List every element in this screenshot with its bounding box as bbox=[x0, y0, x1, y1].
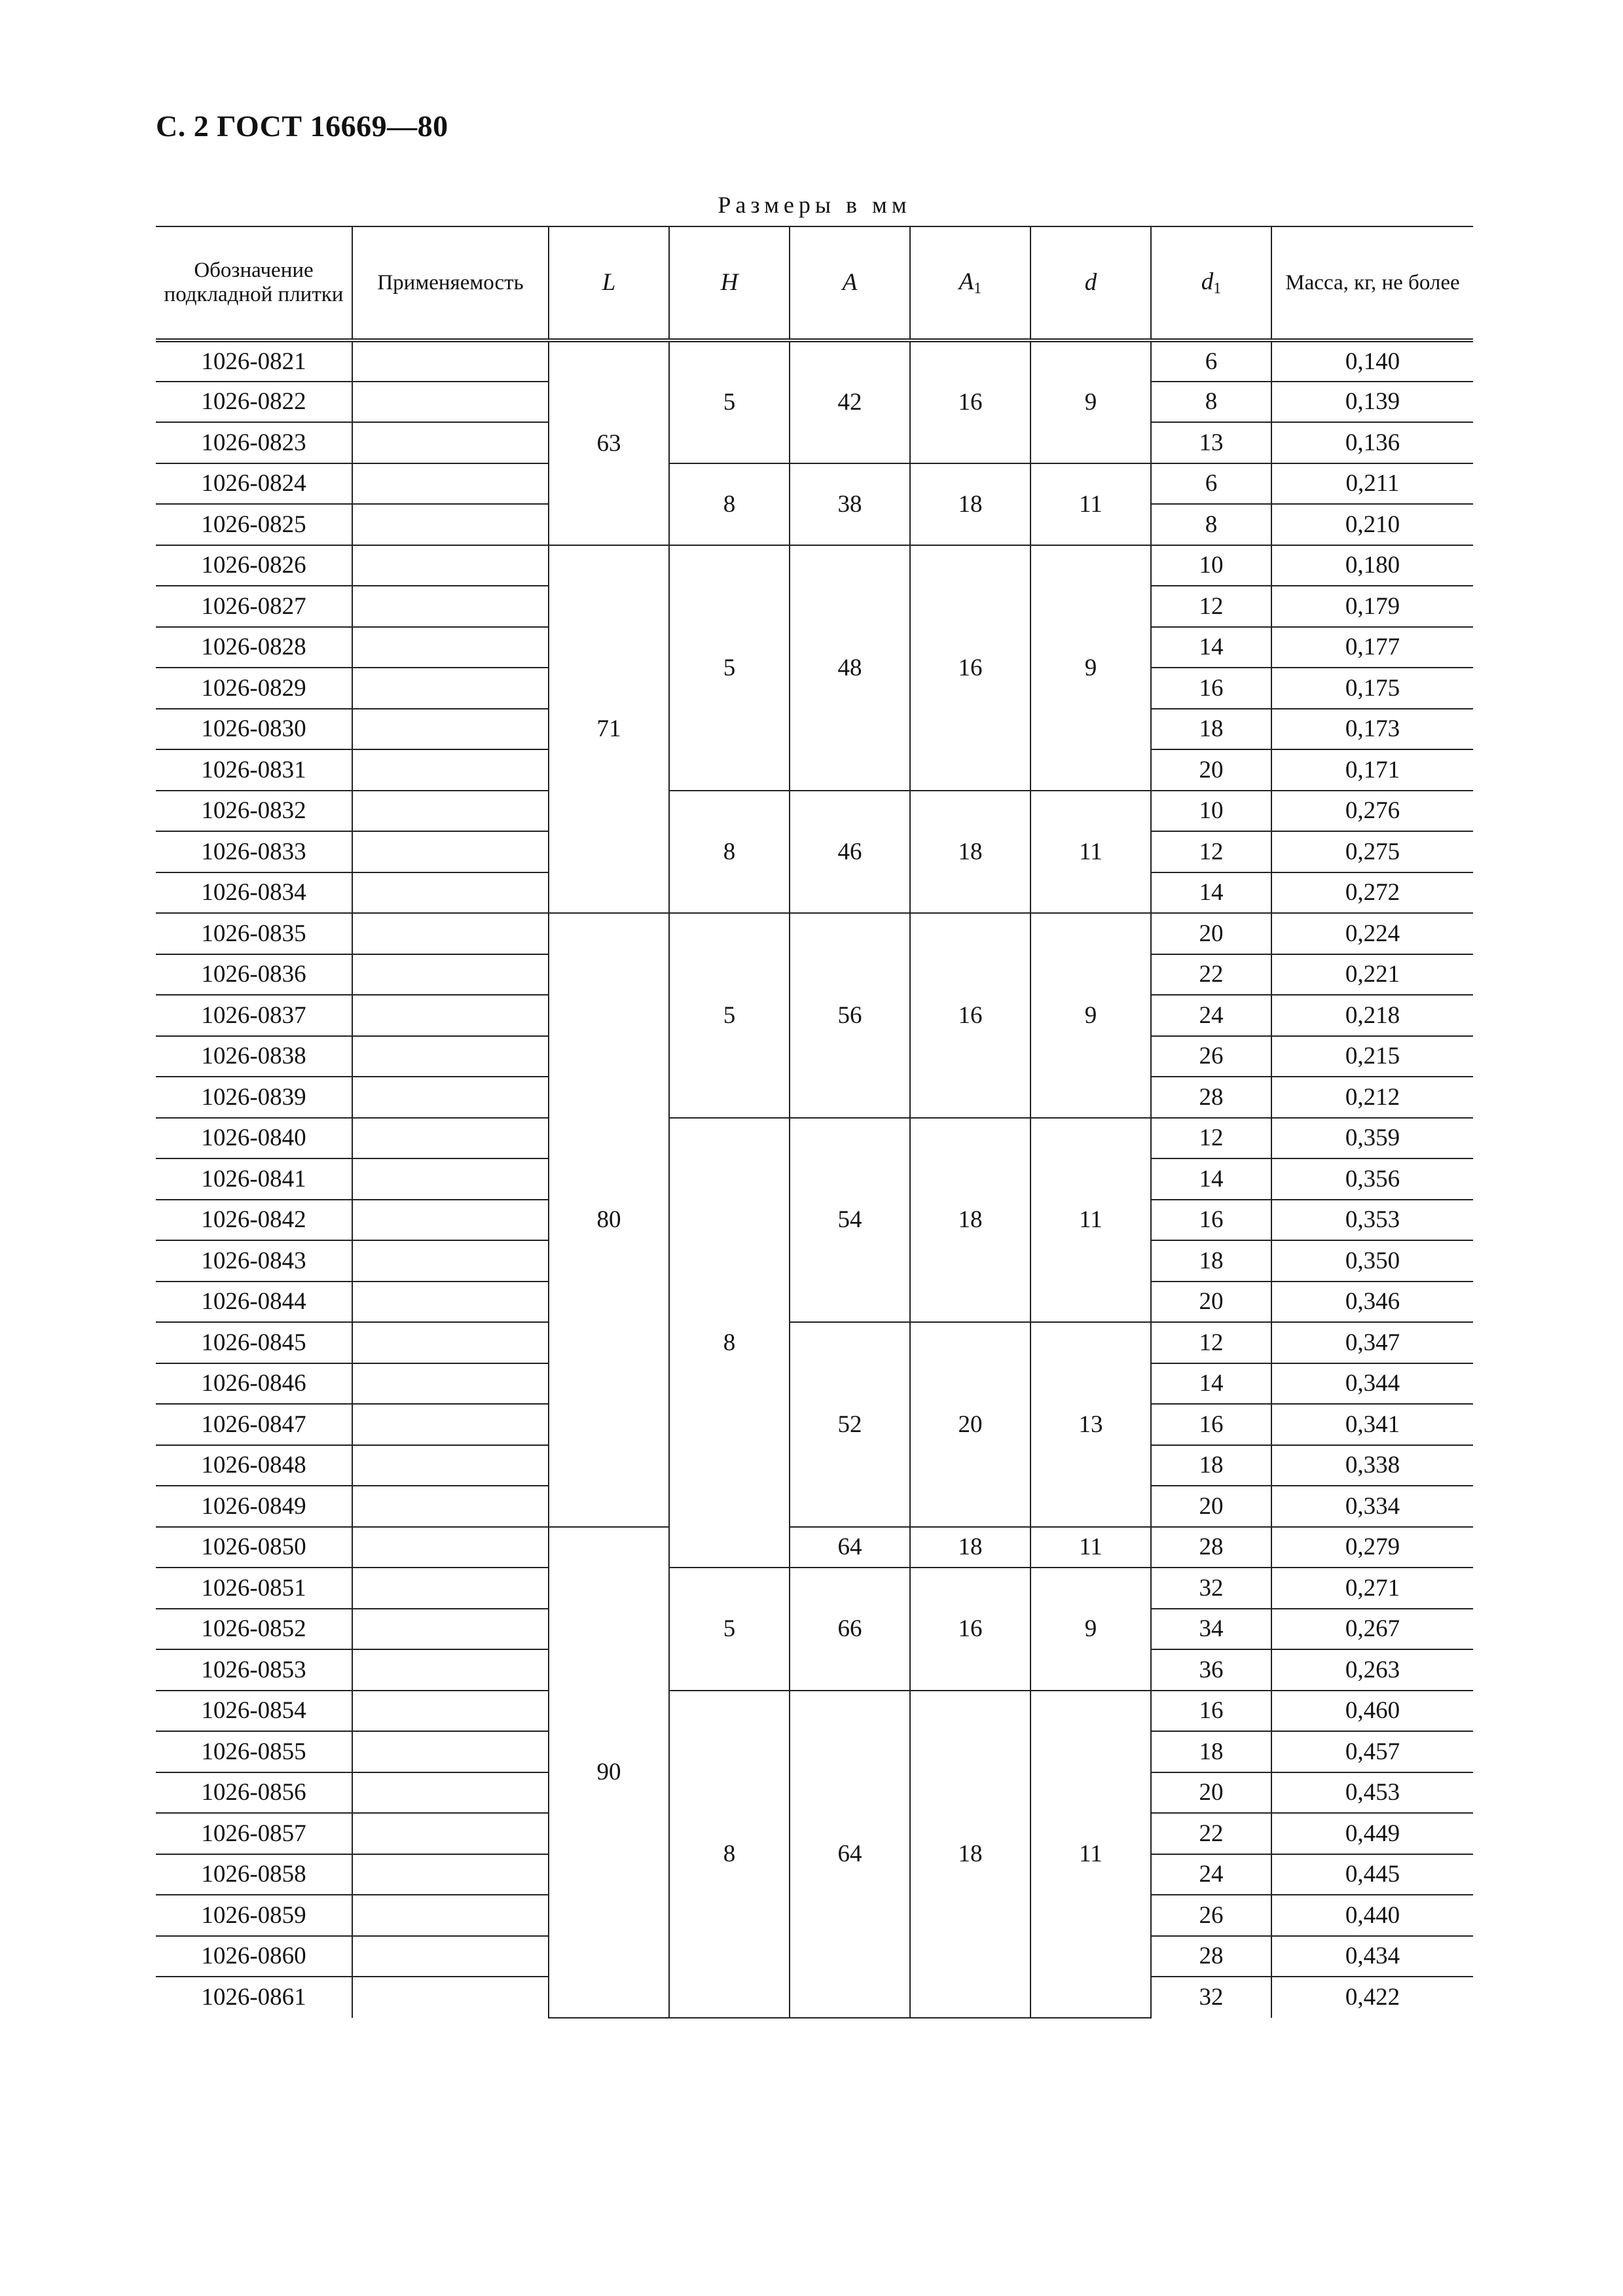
cell-applicability bbox=[352, 1036, 549, 1077]
cell-d1: 12 bbox=[1151, 831, 1271, 872]
cell-code: 1026-0831 bbox=[156, 749, 352, 791]
table-row bbox=[156, 1118, 1473, 1159]
cell-d: 11 bbox=[1030, 1118, 1151, 1323]
cell-applicability bbox=[352, 1322, 549, 1363]
cell-applicability bbox=[352, 1200, 549, 1241]
cell-d1: 16 bbox=[1151, 1404, 1271, 1445]
table-row bbox=[156, 1691, 1473, 1732]
cell-mass: 0,279 bbox=[1271, 1527, 1473, 1568]
cell-mass: 0,453 bbox=[1271, 1772, 1473, 1814]
cell-d1: 13 bbox=[1151, 422, 1271, 463]
cell-code: 1026-0834 bbox=[156, 872, 352, 914]
cell-code: 1026-0825 bbox=[156, 504, 352, 545]
cell-applicability bbox=[352, 1649, 549, 1691]
cell-code: 1026-0836 bbox=[156, 954, 352, 996]
cell-h: 8 bbox=[669, 1118, 790, 1568]
cell-a1: 18 bbox=[910, 1118, 1030, 1323]
cell-applicability bbox=[352, 1118, 549, 1159]
table-row bbox=[156, 913, 1473, 954]
cell-mass: 0,211 bbox=[1271, 463, 1473, 505]
cell-mass: 0,445 bbox=[1271, 1854, 1473, 1895]
cell-d1: 16 bbox=[1151, 1691, 1271, 1732]
cell-applicability bbox=[352, 1936, 549, 1977]
cell-mass: 0,171 bbox=[1271, 749, 1473, 791]
cell-d1: 28 bbox=[1151, 1527, 1271, 1568]
cell-h: 8 bbox=[669, 463, 790, 545]
cell-d: 13 bbox=[1030, 1322, 1151, 1527]
cell-d1: 32 bbox=[1151, 1568, 1271, 1609]
cell-d1: 6 bbox=[1151, 463, 1271, 505]
table-row bbox=[156, 545, 1473, 586]
cell-d: 11 bbox=[1030, 463, 1151, 545]
cell-code: 1026-0830 bbox=[156, 709, 352, 750]
cell-mass: 0,179 bbox=[1271, 586, 1473, 627]
cell-a1: 18 bbox=[910, 791, 1030, 914]
cell-code: 1026-0840 bbox=[156, 1118, 352, 1159]
cell-mass: 0,341 bbox=[1271, 1404, 1473, 1445]
cell-mass: 0,221 bbox=[1271, 954, 1473, 996]
cell-a1: 20 bbox=[910, 1322, 1030, 1527]
cell-mass: 0,449 bbox=[1271, 1813, 1473, 1854]
table-row bbox=[156, 463, 1473, 505]
cell-a1: 16 bbox=[910, 1568, 1030, 1691]
cell-applicability bbox=[352, 995, 549, 1036]
cell-a: 48 bbox=[790, 545, 910, 791]
cell-code: 1026-0855 bbox=[156, 1731, 352, 1772]
cell-a: 46 bbox=[790, 791, 910, 914]
cell-code: 1026-0841 bbox=[156, 1158, 352, 1200]
cell-applicability bbox=[352, 831, 549, 872]
cell-d1: 10 bbox=[1151, 791, 1271, 832]
cell-applicability bbox=[352, 340, 549, 382]
page-header: С. 2 ГОСТ 16669—80 bbox=[156, 109, 448, 143]
cell-applicability bbox=[352, 545, 549, 586]
cell-code: 1026-0828 bbox=[156, 627, 352, 668]
cell-a: 66 bbox=[790, 1568, 910, 1691]
cell-code: 1026-0858 bbox=[156, 1854, 352, 1895]
cell-d1: 8 bbox=[1151, 382, 1271, 423]
cell-h: 5 bbox=[669, 340, 790, 463]
cell-code: 1026-0839 bbox=[156, 1077, 352, 1118]
cell-a1: 18 bbox=[910, 1527, 1030, 1568]
table-body bbox=[156, 340, 1473, 2018]
cell-applicability bbox=[352, 872, 549, 914]
cell-applicability bbox=[352, 1363, 549, 1405]
cell-mass: 0,224 bbox=[1271, 913, 1473, 954]
cell-mass: 0,215 bbox=[1271, 1036, 1473, 1077]
cell-applicability bbox=[352, 504, 549, 545]
cell-code: 1026-0853 bbox=[156, 1649, 352, 1691]
cell-mass: 0,175 bbox=[1271, 668, 1473, 709]
cell-applicability bbox=[352, 913, 549, 954]
cell-code: 1026-0852 bbox=[156, 1609, 352, 1650]
table-row bbox=[156, 1322, 1473, 1363]
cell-h: 5 bbox=[669, 913, 790, 1118]
cell-a: 54 bbox=[790, 1118, 910, 1323]
cell-d1: 28 bbox=[1151, 1936, 1271, 1977]
col-header-H: H bbox=[669, 226, 790, 340]
cell-d1: 24 bbox=[1151, 1854, 1271, 1895]
cell-d: 9 bbox=[1030, 1568, 1151, 1691]
cell-applicability bbox=[352, 382, 549, 423]
cell-d1: 24 bbox=[1151, 995, 1271, 1036]
cell-l: 71 bbox=[549, 545, 669, 914]
cell-d1: 20 bbox=[1151, 1486, 1271, 1527]
cell-applicability bbox=[352, 1691, 549, 1732]
cell-d1: 14 bbox=[1151, 1363, 1271, 1405]
col-header-d1-sub: 1 bbox=[1213, 279, 1222, 297]
cell-d1: 18 bbox=[1151, 1240, 1271, 1282]
cell-mass: 0,210 bbox=[1271, 504, 1473, 545]
col-header-L: L bbox=[549, 226, 669, 340]
cell-a: 64 bbox=[790, 1527, 910, 1568]
cell-mass: 0,275 bbox=[1271, 831, 1473, 872]
cell-a: 64 bbox=[790, 1691, 910, 2018]
dimensions-table bbox=[156, 226, 1473, 2018]
cell-code: 1026-0848 bbox=[156, 1445, 352, 1486]
cell-mass: 0,180 bbox=[1271, 545, 1473, 586]
cell-code: 1026-0843 bbox=[156, 1240, 352, 1282]
cell-h: 8 bbox=[669, 1691, 790, 2018]
cell-code: 1026-0860 bbox=[156, 1936, 352, 1977]
cell-applicability bbox=[352, 1895, 549, 1936]
cell-d1: 22 bbox=[1151, 1813, 1271, 1854]
cell-d: 9 bbox=[1030, 340, 1151, 463]
cell-mass: 0,359 bbox=[1271, 1118, 1473, 1159]
col-header-A1-sub: 1 bbox=[974, 279, 982, 297]
table-row bbox=[156, 1527, 1473, 1568]
cell-mass: 0,338 bbox=[1271, 1445, 1473, 1486]
cell-applicability bbox=[352, 668, 549, 709]
cell-code: 1026-0827 bbox=[156, 586, 352, 627]
cell-code: 1026-0850 bbox=[156, 1527, 352, 1568]
col-header-A1 bbox=[910, 226, 1030, 340]
cell-code: 1026-0824 bbox=[156, 463, 352, 505]
cell-code: 1026-0844 bbox=[156, 1282, 352, 1323]
cell-code: 1026-0822 bbox=[156, 382, 352, 423]
col-header-mass: Масса, кг, не более bbox=[1271, 226, 1473, 340]
cell-l: 90 bbox=[549, 1527, 669, 2018]
cell-mass: 0,177 bbox=[1271, 627, 1473, 668]
cell-code: 1026-0846 bbox=[156, 1363, 352, 1405]
cell-applicability bbox=[352, 1445, 549, 1486]
cell-mass: 0,344 bbox=[1271, 1363, 1473, 1405]
cell-l: 63 bbox=[549, 340, 669, 545]
cell-a1: 18 bbox=[910, 463, 1030, 545]
cell-h: 5 bbox=[669, 545, 790, 791]
cell-mass: 0,271 bbox=[1271, 1568, 1473, 1609]
cell-d1: 36 bbox=[1151, 1649, 1271, 1691]
cell-d: 9 bbox=[1030, 545, 1151, 791]
cell-d1: 28 bbox=[1151, 1077, 1271, 1118]
col-header-d1 bbox=[1151, 226, 1271, 340]
cell-mass: 0,173 bbox=[1271, 709, 1473, 750]
cell-applicability bbox=[352, 1813, 549, 1854]
col-header-A1-base: A bbox=[958, 268, 974, 295]
cell-applicability bbox=[352, 1772, 549, 1814]
cell-a1: 18 bbox=[910, 1691, 1030, 2018]
cell-d1: 18 bbox=[1151, 709, 1271, 750]
cell-applicability bbox=[352, 627, 549, 668]
cell-applicability bbox=[352, 1282, 549, 1323]
cell-l: 80 bbox=[549, 913, 669, 1527]
cell-applicability bbox=[352, 1240, 549, 1282]
cell-d1: 20 bbox=[1151, 913, 1271, 954]
cell-mass: 0,267 bbox=[1271, 1609, 1473, 1650]
cell-applicability bbox=[352, 586, 549, 627]
cell-code: 1026-0823 bbox=[156, 422, 352, 463]
cell-d: 9 bbox=[1030, 913, 1151, 1118]
cell-mass: 0,139 bbox=[1271, 382, 1473, 423]
cell-d1: 26 bbox=[1151, 1895, 1271, 1936]
cell-mass: 0,347 bbox=[1271, 1322, 1473, 1363]
cell-d1: 20 bbox=[1151, 1772, 1271, 1814]
cell-mass: 0,440 bbox=[1271, 1895, 1473, 1936]
cell-a: 52 bbox=[790, 1322, 910, 1527]
cell-code: 1026-0849 bbox=[156, 1486, 352, 1527]
cell-code: 1026-0837 bbox=[156, 995, 352, 1036]
cell-applicability bbox=[352, 749, 549, 791]
cell-mass: 0,356 bbox=[1271, 1158, 1473, 1200]
col-header-d: d bbox=[1030, 226, 1151, 340]
cell-a: 56 bbox=[790, 913, 910, 1118]
cell-a1: 16 bbox=[910, 340, 1030, 463]
cell-code: 1026-0861 bbox=[156, 1977, 352, 2018]
cell-d1: 32 bbox=[1151, 1977, 1271, 2018]
cell-code: 1026-0826 bbox=[156, 545, 352, 586]
cell-code: 1026-0845 bbox=[156, 1322, 352, 1363]
cell-code: 1026-0851 bbox=[156, 1568, 352, 1609]
cell-applicability bbox=[352, 463, 549, 505]
cell-code: 1026-0847 bbox=[156, 1404, 352, 1445]
cell-d1: 16 bbox=[1151, 668, 1271, 709]
cell-mass: 0,457 bbox=[1271, 1731, 1473, 1772]
cell-applicability bbox=[352, 709, 549, 750]
cell-mass: 0,422 bbox=[1271, 1977, 1473, 2018]
cell-d: 11 bbox=[1030, 1691, 1151, 2018]
cell-d1: 18 bbox=[1151, 1731, 1271, 1772]
cell-applicability bbox=[352, 1077, 549, 1118]
cell-h: 8 bbox=[669, 791, 790, 914]
cell-mass: 0,350 bbox=[1271, 1240, 1473, 1282]
cell-mass: 0,353 bbox=[1271, 1200, 1473, 1241]
cell-d1: 14 bbox=[1151, 872, 1271, 914]
cell-mass: 0,276 bbox=[1271, 791, 1473, 832]
cell-code: 1026-0829 bbox=[156, 668, 352, 709]
cell-d1: 14 bbox=[1151, 1158, 1271, 1200]
cell-d1: 34 bbox=[1151, 1609, 1271, 1650]
cell-applicability bbox=[352, 1977, 549, 2018]
cell-h: 5 bbox=[669, 1568, 790, 1691]
cell-mass: 0,272 bbox=[1271, 872, 1473, 914]
cell-mass: 0,218 bbox=[1271, 995, 1473, 1036]
table-row bbox=[156, 791, 1473, 832]
cell-code: 1026-0838 bbox=[156, 1036, 352, 1077]
cell-applicability bbox=[352, 1568, 549, 1609]
cell-applicability bbox=[352, 1404, 549, 1445]
cell-a1: 16 bbox=[910, 545, 1030, 791]
cell-d1: 16 bbox=[1151, 1200, 1271, 1241]
cell-d: 11 bbox=[1030, 791, 1151, 914]
table-header-row bbox=[156, 226, 1473, 340]
cell-applicability bbox=[352, 1854, 549, 1895]
cell-mass: 0,136 bbox=[1271, 422, 1473, 463]
cell-applicability bbox=[352, 422, 549, 463]
cell-code: 1026-0856 bbox=[156, 1772, 352, 1814]
cell-a1: 16 bbox=[910, 913, 1030, 1118]
col-header-A: A bbox=[790, 226, 910, 340]
cell-applicability bbox=[352, 791, 549, 832]
cell-d1: 26 bbox=[1151, 1036, 1271, 1077]
cell-applicability bbox=[352, 1731, 549, 1772]
cell-d1: 12 bbox=[1151, 586, 1271, 627]
cell-applicability bbox=[352, 1527, 549, 1568]
cell-mass: 0,334 bbox=[1271, 1486, 1473, 1527]
col-header-applicability: Применяемость bbox=[352, 226, 549, 340]
cell-mass: 0,460 bbox=[1271, 1691, 1473, 1732]
cell-mass: 0,212 bbox=[1271, 1077, 1473, 1118]
cell-mass: 0,434 bbox=[1271, 1936, 1473, 1977]
cell-d1: 18 bbox=[1151, 1445, 1271, 1486]
cell-code: 1026-0857 bbox=[156, 1813, 352, 1854]
cell-d1: 20 bbox=[1151, 1282, 1271, 1323]
cell-d1: 12 bbox=[1151, 1322, 1271, 1363]
cell-mass: 0,263 bbox=[1271, 1649, 1473, 1691]
cell-a: 38 bbox=[790, 463, 910, 545]
cell-code: 1026-0833 bbox=[156, 831, 352, 872]
cell-code: 1026-0832 bbox=[156, 791, 352, 832]
cell-applicability bbox=[352, 1486, 549, 1527]
cell-applicability bbox=[352, 954, 549, 996]
cell-mass: 0,140 bbox=[1271, 340, 1473, 382]
cell-d1: 14 bbox=[1151, 627, 1271, 668]
cell-code: 1026-0842 bbox=[156, 1200, 352, 1241]
units-caption: Размеры в мм bbox=[718, 192, 911, 218]
cell-applicability bbox=[352, 1609, 549, 1650]
cell-d1: 6 bbox=[1151, 340, 1271, 382]
cell-code: 1026-0835 bbox=[156, 913, 352, 954]
cell-d1: 10 bbox=[1151, 545, 1271, 586]
col-header-code: Обозначение подкладной плитки bbox=[156, 226, 352, 340]
cell-d: 11 bbox=[1030, 1527, 1151, 1568]
cell-code: 1026-0821 bbox=[156, 340, 352, 382]
cell-d1: 22 bbox=[1151, 954, 1271, 996]
cell-code: 1026-0854 bbox=[156, 1691, 352, 1732]
col-header-d1-base: d bbox=[1201, 268, 1214, 295]
cell-mass: 0,346 bbox=[1271, 1282, 1473, 1323]
cell-a: 42 bbox=[790, 340, 910, 463]
cell-code: 1026-0859 bbox=[156, 1895, 352, 1936]
cell-d1: 8 bbox=[1151, 504, 1271, 545]
cell-applicability bbox=[352, 1158, 549, 1200]
cell-d1: 20 bbox=[1151, 749, 1271, 791]
table-row bbox=[156, 1568, 1473, 1609]
table-row bbox=[156, 340, 1473, 382]
cell-d1: 12 bbox=[1151, 1118, 1271, 1159]
